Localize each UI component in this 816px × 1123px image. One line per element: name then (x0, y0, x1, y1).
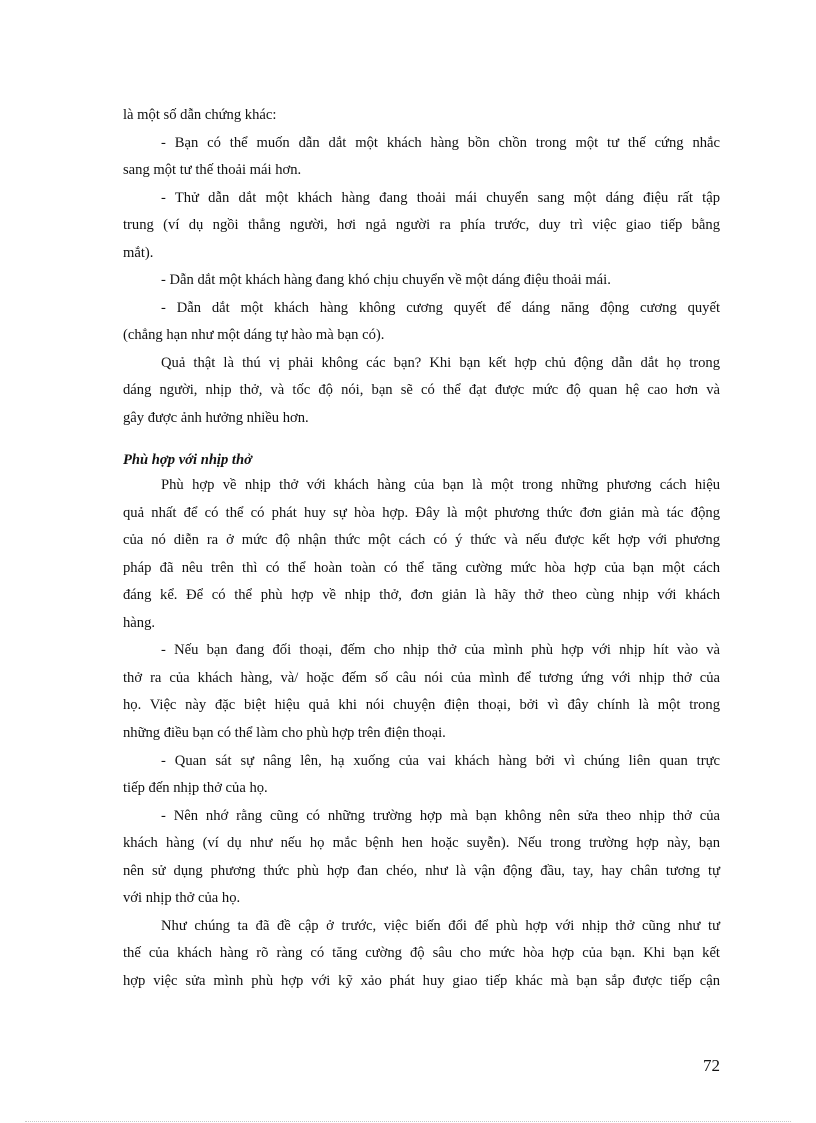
text-line: thở ra của khách hàng, và/ hoặc đếm số câu nói của mình để tương ứng với nhịp thở của (123, 669, 720, 686)
text-line: Như chúng ta đã đề cập ở trước, việc biến đổi để phù hợp với nhịp thở cũng như tư (161, 917, 720, 934)
text-line: là một số dẫn chứng khác: (123, 107, 277, 123)
section-heading: Phù hợp với nhịp thở (123, 452, 252, 469)
text-line: pháp đã nêu trên thì có thể hoàn toàn có thể tăng cường mức hòa hợp của bạn một cách (123, 559, 720, 576)
text-line: hợp việc sửa mình phù hợp với kỹ xảo phát huy giao tiếp khác mà bạn sắp được tiếp cận (123, 972, 720, 989)
text-line: nên sử dụng phương thức phù hợp đan chéo, như là vận động đầu, tay, hay chân tương tự (123, 862, 720, 879)
text-line: gây được ảnh hưởng nhiều hơn. (123, 410, 309, 427)
text-line: trung (ví dụ ngồi thẳng người, hơi ngả người ra phía trước, duy trì việc giao tiếp bằng (123, 217, 720, 234)
text-line: dáng người, nhịp thở, và tốc độ nói, bạn sẽ có thể đạt được mức độ quan hệ cao hơn và (123, 382, 720, 399)
text-line: mắt). (123, 244, 154, 261)
text-line: với nhịp thở của họ. (123, 890, 241, 907)
paragraph (123, 913, 720, 996)
text-line: - Nên nhớ rằng cũng có những trường hợp mà bạn không nên sửa theo nhịp thở của (161, 807, 720, 824)
paragraph (123, 185, 720, 268)
text-line: - Quan sát sự nâng lên, hạ xuống của vai khách hàng bởi vì chúng liên quan trực (161, 752, 720, 769)
text-line: sang một tư thế thoải mái hơn. (123, 162, 302, 179)
text-line: - Dẫn dắt một khách hàng đang khó chịu chuyển về một dáng điệu thoải mái. (161, 272, 611, 289)
paragraph (123, 748, 720, 803)
text-line: quả nhất để có thể có phát huy sự hòa hợp. Đây là một phương thức đơn giản mà tác động (123, 504, 720, 521)
text-line: những điều bạn có thể làm cho phù hợp trên điện thoại. (123, 724, 446, 741)
text-line: - Dẫn dắt một khách hàng không cương quyết để dáng năng động cương quyết (161, 299, 720, 316)
paragraph (123, 102, 720, 130)
paragraph (123, 295, 720, 350)
text-line: hàng. (123, 614, 156, 631)
text-line: họ. Việc này đặc biệt hiệu quả khi nói chuyện điện thoại, bởi vì đây chính là một trong (123, 697, 720, 714)
text-line: (chẳng hạn như một dáng tự hào mà bạn có). (123, 327, 385, 344)
page-number: 72 (703, 1056, 720, 1075)
text-line: của nó diễn ra ở mức độ nhận thức một cách có ý thức và nếu được kết hợp với phương (123, 532, 720, 549)
text-line: tiếp đến nhịp thở của họ. (123, 780, 268, 797)
page-body (123, 102, 720, 995)
text-line: - Nếu bạn đang đối thoại, đếm cho nhịp thở của mình phù hợp với nhịp hít vào và (161, 642, 720, 659)
text-line: Quả thật là thú vị phải không các bạn? Khi bạn kết hợp chủ động dẫn dắt họ trong (161, 354, 720, 371)
paragraph (123, 637, 720, 747)
page-bottom-dotted-rule (25, 1121, 791, 1122)
text-line: Phù hợp về nhịp thở với khách hàng của bạn là một trong những phương cách hiệu (161, 477, 720, 494)
paragraphs-before-heading (123, 102, 720, 433)
paragraph (123, 350, 720, 433)
text-line: khách hàng (ví dụ như nếu họ mắc bệnh hen hoặc suyễn). Nếu trong trường hợp này, bạn (123, 835, 720, 852)
paragraph (123, 803, 720, 913)
paragraph (123, 267, 720, 295)
paragraph (123, 472, 720, 637)
text-line: đáng kể. Để có thể phù hợp về nhịp thở, đơn giản là hãy thở theo cùng nhịp với khách (123, 587, 720, 604)
text-line: - Thử dẫn dắt một khách hàng đang thoải mái chuyển sang một dáng điệu rất tập (161, 189, 720, 206)
paragraph (123, 130, 720, 185)
text-line: thế của khách hàng rõ ràng có tăng cường độ sâu cho mức hòa hợp của bạn. Khi bạn kết (123, 945, 720, 962)
text-line: - Bạn có thể muốn dẫn dắt một khách hàng bồn chồn trong một tư thế cứng nhắc (161, 134, 720, 151)
paragraphs-after-heading (123, 472, 720, 995)
